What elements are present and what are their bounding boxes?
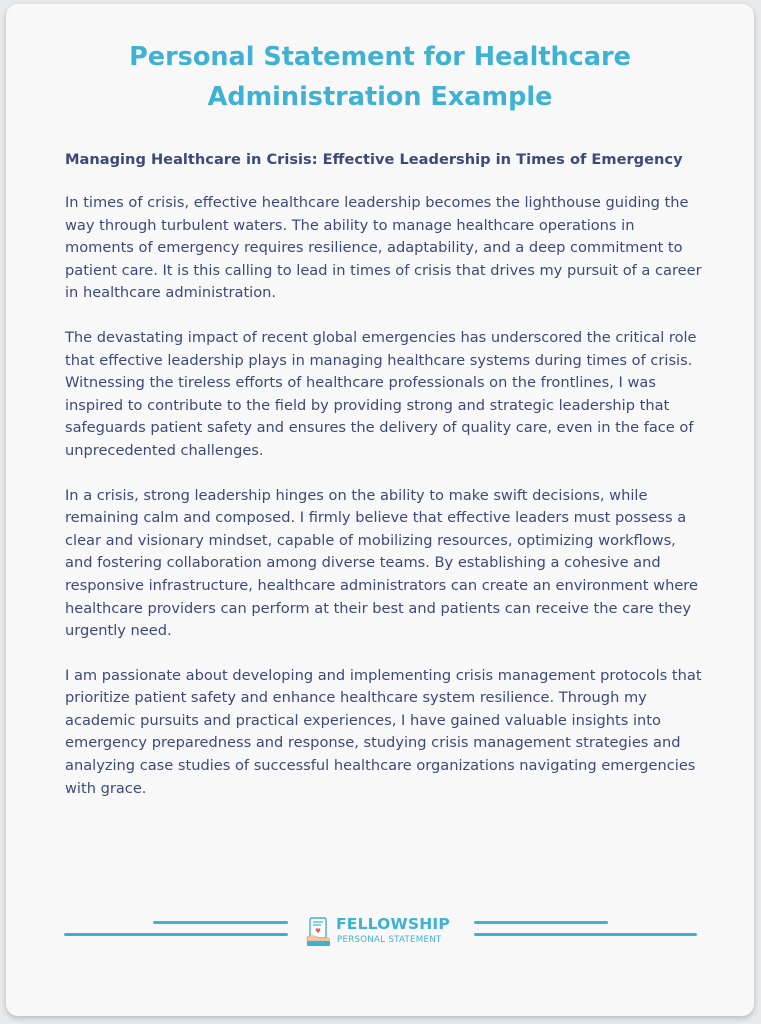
- paragraph-3: In a crisis, strong leadership hinges on the ability to make swift decisions, while remaining calm and composed. I firmly believe that effective leaders must possess a clear and visionary mindset, capable of mobilizing resources, optimizing workflows, and fostering collaboration among diverse teams. By establishing a cohesive and responsive infrastructure, healthcare administrators can create an environment where healthcare providers can perform at their best and patients can receive the care they urgently need.: [65, 486, 698, 640]
- footer-line-left-top: [153, 921, 288, 924]
- paragraph-1: In times of crisis, effective healthcare leadership becomes the lighthouse guiding the way through turbulent waters. The ability to manage healthcare operations in moments of emergency requires resilience, adaptability, and a deep commitment to patient care. It is this calling to lead in times of crisis that drives my pursuit of a career in healthcare administration.: [65, 194, 702, 302]
- document-card: [6, 4, 754, 1016]
- logo-subtitle-text: PERSONAL STATEMENT: [337, 935, 442, 945]
- document-body: [65, 149, 705, 822]
- paragraph-2: The devastating impact of recent global emergencies has underscored the critical role that effective leadership plays in managing healthcare systems during times of crisis. Witnessing the tireless efforts of healthcare professionals on the frontlines, I was inspired to contribute to the field by providing strong and strategic leadership that safeguards patient safety and ensures the delivery of quality care, even in the face of unprecedented challenges.: [65, 328, 697, 459]
- document-heart-icon: [306, 916, 332, 948]
- logo-brand-text: FELLOWSHIP: [336, 915, 450, 933]
- section-heading: Managing Healthcare in Crisis: Effective Leadership in Times of Emergency: [65, 151, 683, 168]
- footer-line-left-bottom: [64, 933, 288, 936]
- footer-line-right-bottom: [474, 933, 697, 936]
- fellowship-logo[interactable]: [306, 916, 466, 952]
- paragraph-4: I am passionate about developing and implementing crisis management protocols that prioritize patient safety and enhance healthcare system resilience. Through my academic pursuits and practical experiences, I have gained valuable insights into emergency preparedness and response, studying crisis management strategies and analyzing case studies of successful healthcare organizations navigating emergencies with grace.: [65, 666, 702, 797]
- footer-line-right-top: [474, 921, 608, 924]
- page-title: Personal Statement for Healthcare Administration Example: [129, 42, 631, 112]
